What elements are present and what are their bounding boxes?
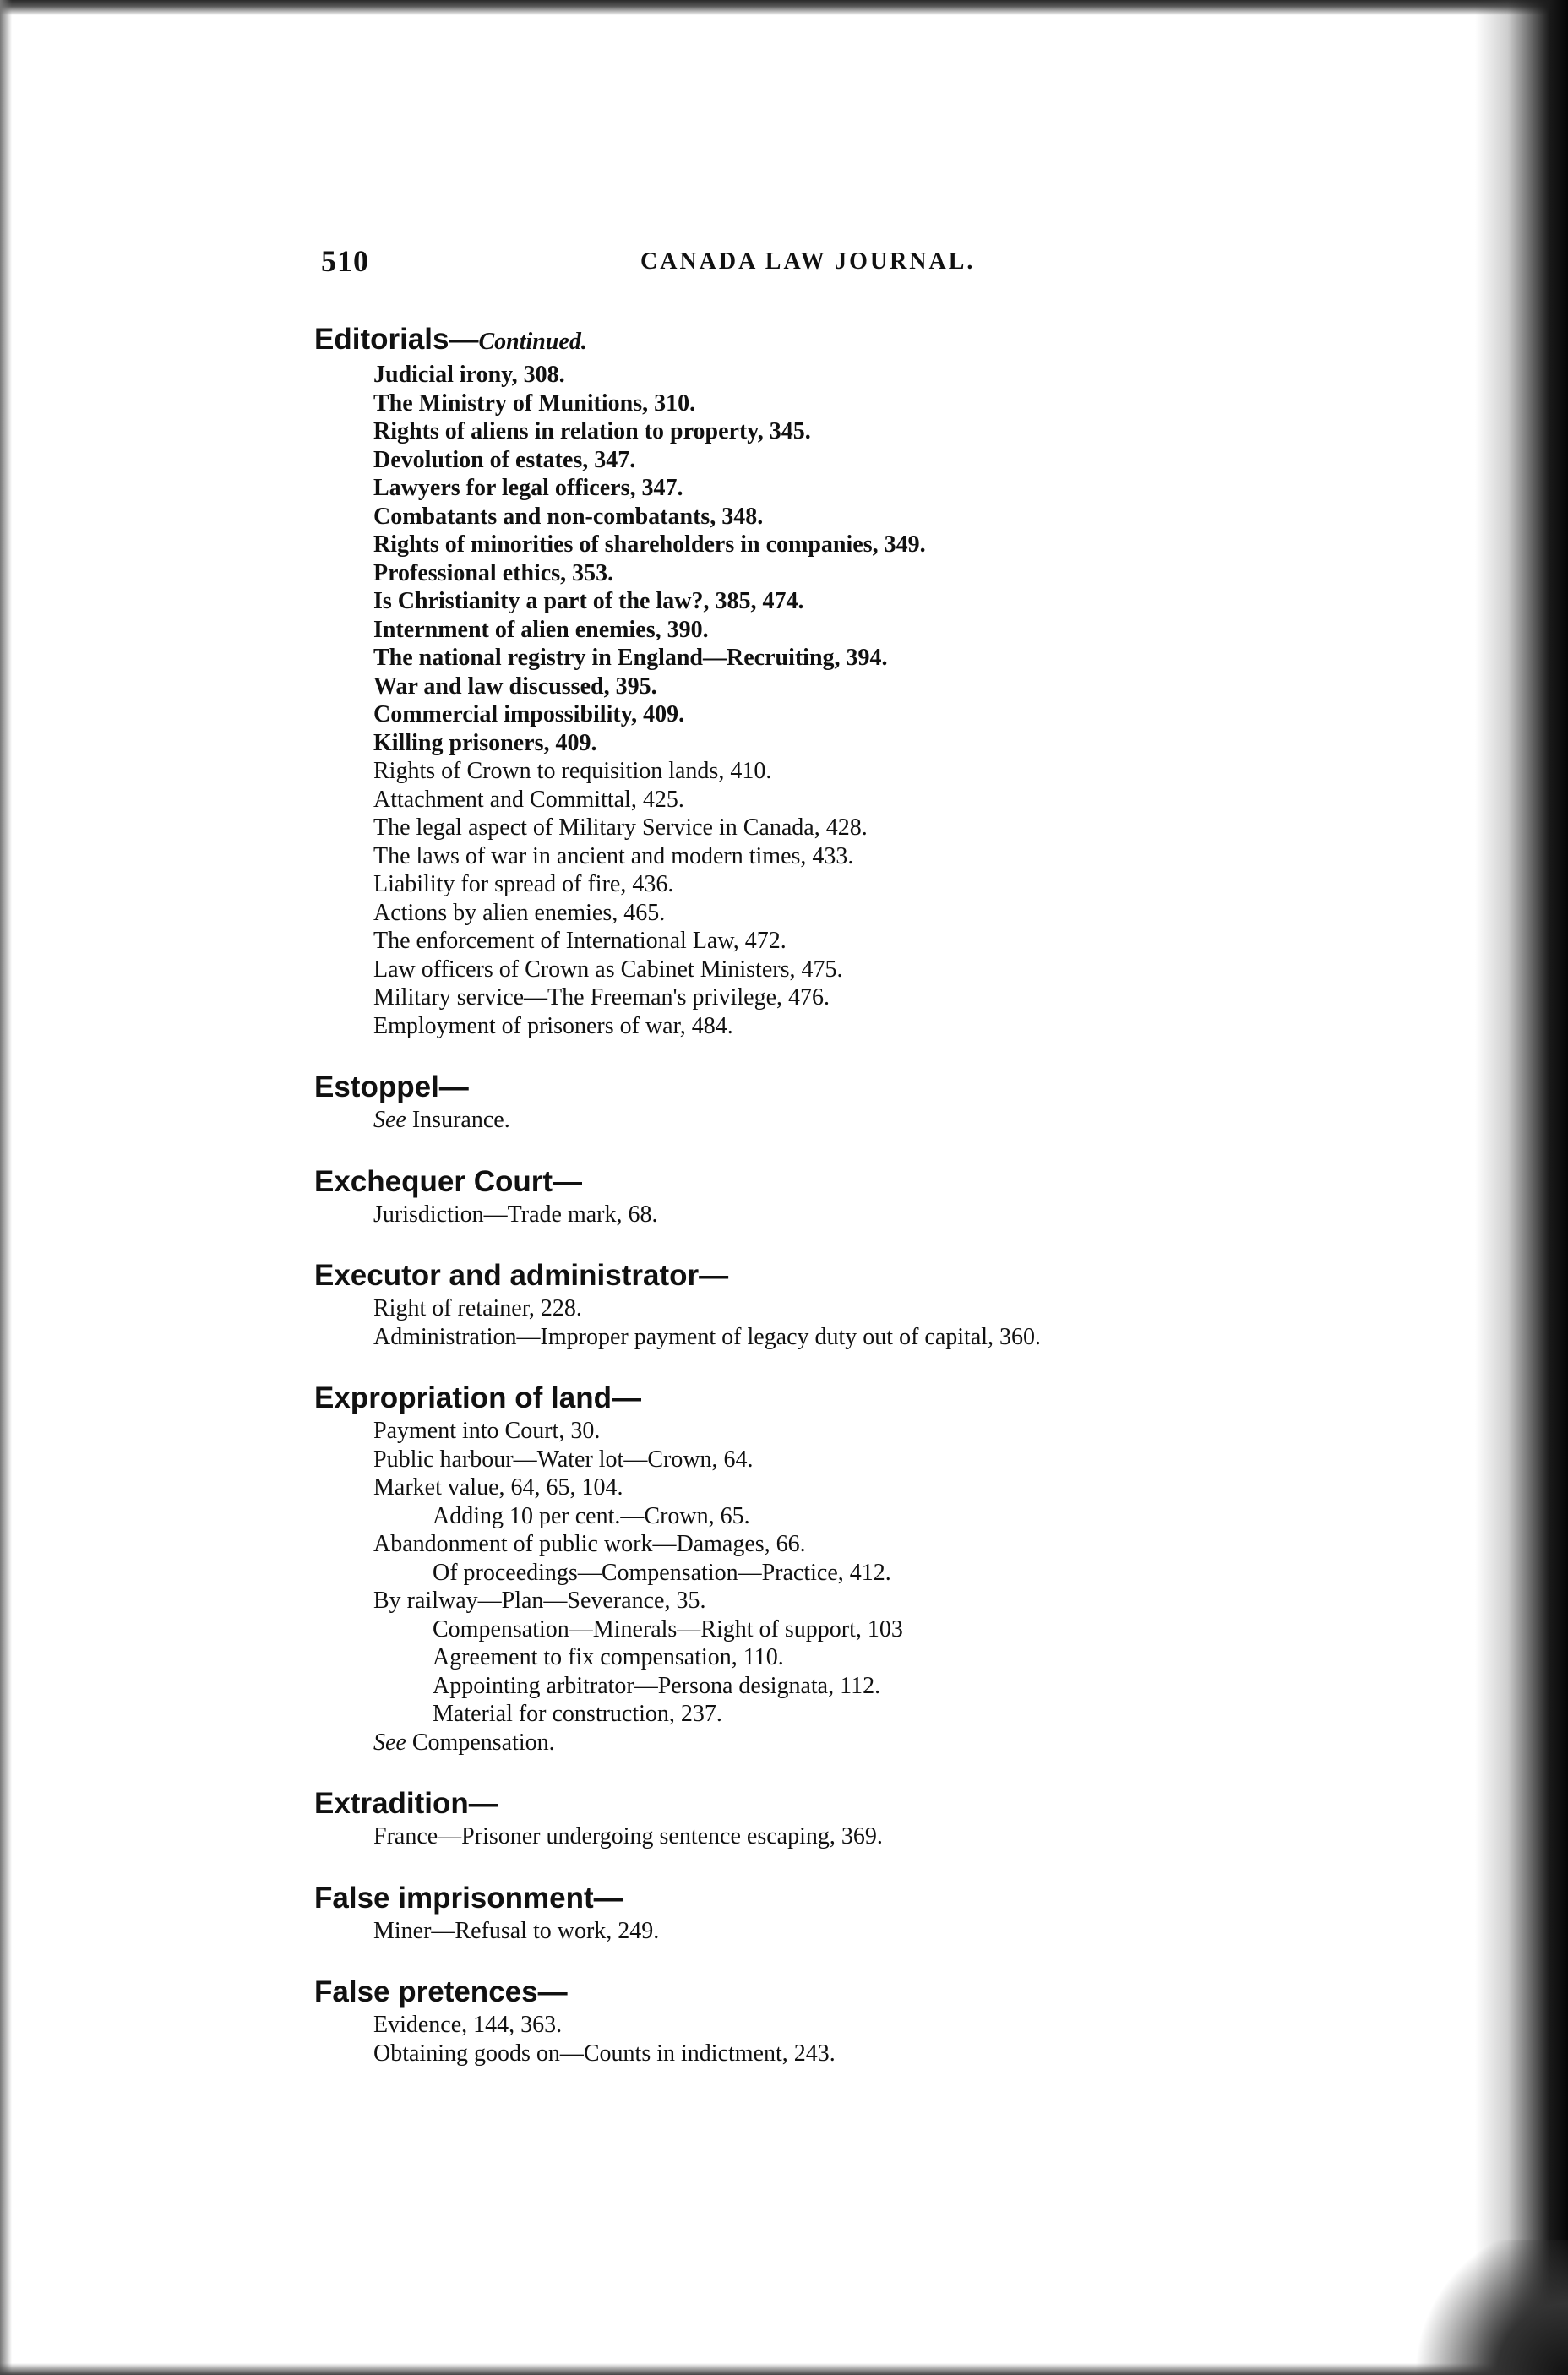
list-item: Rights of Crown to requisition lands, 410.: [373, 758, 772, 784]
index-content: [314, 321, 1379, 2096]
list-item: Public harbour—Water lot—Crown, 64.: [373, 1446, 754, 1473]
list-subitem: Adding 10 per cent.—Crown, 65.: [433, 1502, 750, 1529]
list-item: The Ministry of Munitions, 310.: [373, 389, 696, 417]
see-reference: [314, 1106, 1379, 1135]
list-item: France—Prisoner undergoing sentence escaping, 369.: [373, 1823, 883, 1849]
scan-edge-left: [0, 0, 12, 2375]
entry-heading: False pretences—: [314, 1975, 568, 2008]
entry-heading: Exchequer Court—: [314, 1164, 582, 1198]
list-item: Internment of alien enemies, 390.: [373, 616, 709, 643]
list-item: Rights of minorities of shareholders in companies, 349.: [373, 531, 926, 558]
list-item: Lawyers for legal officers, 347.: [373, 475, 683, 501]
list-item: Combatants and non-combatants, 348.: [373, 503, 764, 530]
list-subitem: Agreement to fix compensation, 110.: [433, 1644, 784, 1670]
scan-corner-shadow: [1416, 2240, 1568, 2375]
list-item: Devolution of estates, 347.: [373, 446, 636, 473]
running-title: CANADA LAW JOURNAL.: [640, 248, 976, 275]
list-item: Obtaining goods on—Counts in indictment, 243.: [373, 2040, 836, 2067]
list-item: Right of retainer, 228.: [373, 1295, 582, 1321]
entry-heading: Editorials—Continued.: [314, 323, 587, 356]
list-item: The legal aspect of Military Service in Canada, 428.: [373, 814, 868, 841]
index-entry-extradition: [314, 1785, 1379, 1851]
list-item: Killing prisoners, 409.: [373, 729, 597, 756]
index-entry-executor-administrator: [314, 1257, 1379, 1351]
entry-heading: Expropriation of land—: [314, 1381, 641, 1414]
scan-edge-bottom: [0, 2363, 1568, 2375]
see-reference: [314, 1729, 1379, 1757]
list-subitem: Appointing arbitrator—Persona designata, 112.: [433, 1672, 881, 1699]
list-item: Attachment and Committal, 425.: [373, 786, 684, 813]
index-entry-false-imprisonment: [314, 1880, 1379, 1946]
list-item: Professional ethics, 353.: [373, 559, 614, 586]
list-item: Abandonment of public work—Damages, 66.: [373, 1531, 806, 1557]
list-subitem: Of proceedings—Compensation—Practice, 412.: [433, 1559, 891, 1586]
heading-text: Editorials: [314, 323, 449, 356]
list-item: Jurisdiction—Trade mark, 68.: [373, 1201, 658, 1228]
see-target: Insurance.: [411, 1107, 510, 1133]
list-item: The laws of war in ancient and modern times, 433.: [373, 842, 854, 869]
heading-continued: Continued.: [478, 329, 587, 355]
list-item: Rights of aliens in relation to property, 345.: [373, 418, 811, 444]
index-entry-estoppel: [314, 1069, 1379, 1135]
list-item: War and law discussed, 395.: [373, 673, 657, 700]
list-item: Administration—Improper payment of legacy duty out of capital, 360.: [373, 1323, 1042, 1350]
list-item: Liability for spread of fire, 436.: [373, 871, 674, 897]
list-item: Payment into Court, 30.: [373, 1418, 601, 1444]
index-entry-false-pretences: [314, 1974, 1379, 2067]
entry-heading: Extradition—: [314, 1787, 498, 1820]
list-item: Miner—Refusal to work, 249.: [373, 1917, 660, 1944]
list-item: Employment of prisoners of war, 484.: [373, 1012, 733, 1039]
list-item: The national registry in England—Recruiting, 394.: [373, 645, 888, 671]
list-item: Evidence, 144, 363.: [373, 2012, 563, 2038]
list-item: Market value, 64, 65, 104.: [373, 1474, 623, 1501]
scan-edge-top: [0, 0, 1568, 15]
entry-heading: False imprisonment—: [314, 1881, 623, 1915]
list-item: Military service—The Freeman's privilege, 476.: [373, 984, 830, 1010]
index-entry-exchequer-court: [314, 1163, 1379, 1229]
entry-heading: Estoppel—: [314, 1070, 469, 1103]
see-prefix: See: [373, 1107, 406, 1133]
list-item: The enforcement of International Law, 472.: [373, 928, 787, 954]
scan-edge-right: [1475, 0, 1568, 2375]
see-prefix: See: [373, 1729, 406, 1756]
list-subitem: Compensation—Minerals—Right of support, 103: [433, 1615, 903, 1642]
see-target: Compensation.: [411, 1729, 555, 1756]
list-item: Is Christianity a part of the law?, 385, 474.: [373, 588, 804, 614]
list-item: Law officers of Crown as Cabinet Ministers, 475.: [373, 956, 843, 983]
list-subitem: Material for construction, 237.: [433, 1701, 722, 1727]
index-entry-expropriation: [314, 1380, 1379, 1757]
page-header: [321, 243, 1386, 286]
list-item: Judicial irony, 308.: [373, 362, 565, 388]
page-number: 510: [321, 244, 369, 278]
list-item: By railway—Plan—Severance, 35.: [373, 1588, 706, 1614]
list-item: Actions by alien enemies, 465.: [373, 899, 666, 926]
list-item: Commercial impossibility, 409.: [373, 701, 685, 727]
entry-heading: Executor and administrator—: [314, 1259, 729, 1292]
index-entry-editorials: [314, 321, 1379, 1040]
